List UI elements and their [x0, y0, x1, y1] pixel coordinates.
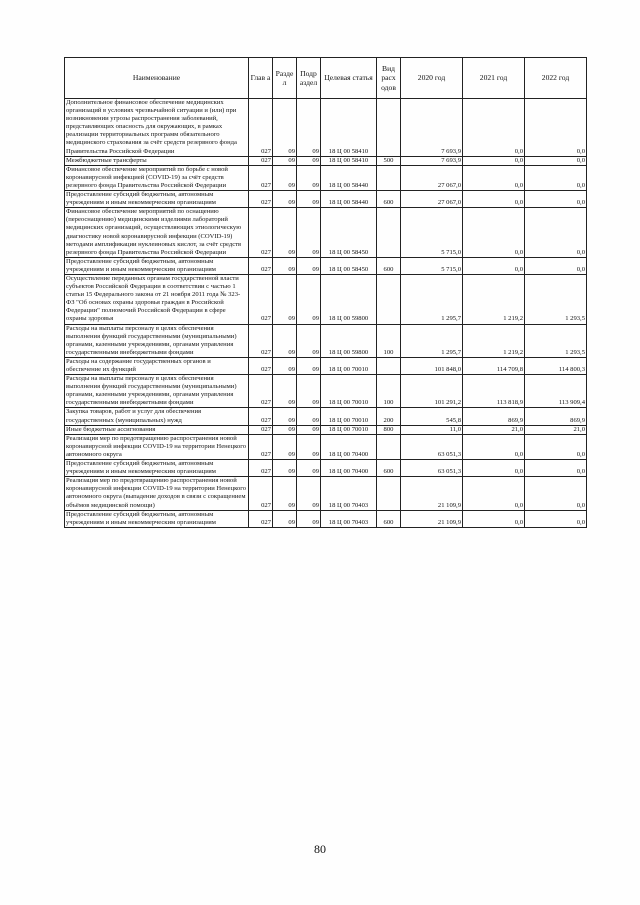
row-2022-cell: 1 293,5 — [525, 274, 587, 324]
row-podrazdel-cell: 09 — [297, 274, 321, 324]
table-row — [65, 274, 587, 324]
row-expense-type-cell: 100 — [377, 375, 401, 408]
row-2020-cell: 63 051,3 — [401, 434, 463, 459]
header-2021: 2021 год — [463, 58, 525, 99]
row-2021-cell: 0,0 — [463, 257, 525, 274]
row-name-cell: Закупка товаров, работ и услуг для обеспечения государственных (муниципальных) нужд — [65, 408, 249, 425]
row-razdel-cell: 09 — [273, 274, 297, 324]
header-name: Наименование — [65, 58, 249, 99]
row-glava-cell: 027 — [249, 357, 273, 374]
row-podrazdel-cell: 09 — [297, 425, 321, 434]
row-razdel-cell: 09 — [273, 208, 297, 258]
row-glava-cell: 027 — [249, 425, 273, 434]
row-podrazdel-cell: 09 — [297, 156, 321, 165]
row-target-article-cell: 18 Ц 00 58450 — [321, 257, 377, 274]
row-expense-type-cell — [377, 274, 401, 324]
row-name-cell: Расходы на выплаты персоналу в целях обеспечения выполнения функций государственными (муниципальными) органами, казенными учреждениями, органами управления государственными внебюджетными фондами — [65, 324, 249, 357]
row-target-article-cell: 18 Ц 00 58410 — [321, 99, 377, 157]
row-2021-cell: 0,0 — [463, 460, 525, 477]
row-expense-type-cell — [377, 99, 401, 157]
row-razdel-cell: 09 — [273, 477, 297, 510]
row-name-cell: Расходы на содержание государственных органов и обеспечение их функций — [65, 357, 249, 374]
row-podrazdel-cell: 09 — [297, 208, 321, 258]
row-target-article-cell: 18 Ц 00 70400 — [321, 434, 377, 459]
table-row — [65, 99, 587, 157]
row-podrazdel-cell: 09 — [297, 165, 321, 190]
row-2022-cell: 0,0 — [525, 510, 587, 527]
row-razdel-cell: 09 — [273, 434, 297, 459]
row-glava-cell: 027 — [249, 477, 273, 510]
row-2020-cell: 5 715,0 — [401, 208, 463, 258]
row-2022-cell: 869,9 — [525, 408, 587, 425]
row-2021-cell: 114 709,8 — [463, 357, 525, 374]
row-2020-cell: 545,8 — [401, 408, 463, 425]
table-row — [65, 408, 587, 425]
row-name-cell: Осуществление переданных органам государственной власти субъектов Российской Федерации в соответствии с частью 1 статьи 15 Федерального закона от 21 ноября 2011 года № 323-ФЗ "Об основах охраны здоровья граждан в Российской Федерации" полномочий Российской Федерации в сфере охраны здоровья — [65, 274, 249, 324]
table-row — [65, 257, 587, 274]
row-target-article-cell: 18 Ц 00 59800 — [321, 274, 377, 324]
row-2020-cell: 7 693,9 — [401, 99, 463, 157]
header-2020: 2020 год — [401, 58, 463, 99]
row-2021-cell: 1 219,2 — [463, 274, 525, 324]
row-target-article-cell: 18 Ц 00 58440 — [321, 165, 377, 190]
row-expense-type-cell: 500 — [377, 156, 401, 165]
row-expense-type-cell — [377, 357, 401, 374]
table-row — [65, 375, 587, 408]
row-expense-type-cell — [377, 208, 401, 258]
row-glava-cell: 027 — [249, 460, 273, 477]
row-name-cell: Предоставление субсидий бюджетным, автономным учреждениям и иным некоммерческим организациям — [65, 191, 249, 208]
row-razdel-cell: 09 — [273, 425, 297, 434]
row-2021-cell: 0,0 — [463, 191, 525, 208]
row-2021-cell: 0,0 — [463, 99, 525, 157]
row-podrazdel-cell: 09 — [297, 191, 321, 208]
row-glava-cell: 027 — [249, 274, 273, 324]
header-expense-type: Вид расх одов — [377, 58, 401, 99]
row-razdel-cell: 09 — [273, 408, 297, 425]
row-2022-cell: 0,0 — [525, 434, 587, 459]
header-2022: 2022 год — [525, 58, 587, 99]
row-2020-cell: 1 295,7 — [401, 274, 463, 324]
row-expense-type-cell — [377, 477, 401, 510]
row-podrazdel-cell: 09 — [297, 324, 321, 357]
table-row — [65, 191, 587, 208]
table-header-row — [65, 58, 587, 99]
row-target-article-cell: 18 Ц 00 58450 — [321, 208, 377, 258]
row-2020-cell: 1 295,7 — [401, 324, 463, 357]
row-2020-cell: 21 109,9 — [401, 477, 463, 510]
row-target-article-cell: 18 Ц 00 70010 — [321, 375, 377, 408]
header-podrazdel: Подр аздел — [297, 58, 321, 99]
row-2021-cell: 0,0 — [463, 156, 525, 165]
row-2022-cell: 113 909,4 — [525, 375, 587, 408]
row-2020-cell: 63 051,3 — [401, 460, 463, 477]
table-row — [65, 165, 587, 190]
row-2021-cell: 0,0 — [463, 208, 525, 258]
row-razdel-cell: 09 — [273, 99, 297, 157]
row-name-cell: Реализация мер по предотвращению распространения новой коронавирусной инфекции COVID-19 на территории Ненецкого автономного округа (выпадение доходов в связи с сокращением объёмов медицинской помощи) — [65, 477, 249, 510]
row-razdel-cell: 09 — [273, 156, 297, 165]
row-razdel-cell: 09 — [273, 324, 297, 357]
row-2021-cell: 1 219,2 — [463, 324, 525, 357]
row-2021-cell: 21,0 — [463, 425, 525, 434]
row-2022-cell: 0,0 — [525, 156, 587, 165]
table-row — [65, 425, 587, 434]
table-row — [65, 460, 587, 477]
row-2022-cell: 0,0 — [525, 460, 587, 477]
row-2021-cell: 113 818,9 — [463, 375, 525, 408]
row-target-article-cell: 18 Ц 00 70400 — [321, 460, 377, 477]
row-razdel-cell: 09 — [273, 460, 297, 477]
row-2020-cell: 21 109,9 — [401, 510, 463, 527]
row-podrazdel-cell: 09 — [297, 477, 321, 510]
table-row — [65, 156, 587, 165]
row-2022-cell: 21,0 — [525, 425, 587, 434]
row-name-cell: Предоставление субсидий бюджетным, автономным учреждениям и иным некоммерческим организациям — [65, 510, 249, 527]
row-expense-type-cell: 600 — [377, 460, 401, 477]
row-name-cell: Иные бюджетные ассигнования — [65, 425, 249, 434]
row-2021-cell: 0,0 — [463, 434, 525, 459]
header-glava: Глав а — [249, 58, 273, 99]
row-glava-cell: 027 — [249, 257, 273, 274]
row-razdel-cell: 09 — [273, 375, 297, 408]
row-razdel-cell: 09 — [273, 257, 297, 274]
row-glava-cell: 027 — [249, 165, 273, 190]
row-glava-cell: 027 — [249, 510, 273, 527]
row-glava-cell: 027 — [249, 375, 273, 408]
row-2021-cell: 0,0 — [463, 477, 525, 510]
row-2022-cell: 114 800,3 — [525, 357, 587, 374]
row-target-article-cell: 18 Ц 00 70010 — [321, 425, 377, 434]
row-glava-cell: 027 — [249, 408, 273, 425]
header-razdel: Разде л — [273, 58, 297, 99]
table-row — [65, 434, 587, 459]
header-target-article: Целевая статья — [321, 58, 377, 99]
row-name-cell: Финансовое обеспечение мероприятий по борьбе с новой коронавирусной инфекцией (COVID-19) за счёт средств резервного фонда Правительства Российской Федерации — [65, 165, 249, 190]
row-glava-cell: 027 — [249, 434, 273, 459]
row-2020-cell: 11,0 — [401, 425, 463, 434]
table-body — [65, 99, 587, 528]
row-target-article-cell: 18 Ц 00 70403 — [321, 477, 377, 510]
row-name-cell: Предоставление субсидий бюджетным, автономным учреждениям и иным некоммерческим организациям — [65, 460, 249, 477]
table-row — [65, 324, 587, 357]
row-2022-cell: 0,0 — [525, 99, 587, 157]
row-target-article-cell: 18 Ц 00 70010 — [321, 408, 377, 425]
row-2020-cell: 5 715,0 — [401, 257, 463, 274]
row-2022-cell: 0,0 — [525, 257, 587, 274]
row-target-article-cell: 18 Ц 00 70403 — [321, 510, 377, 527]
table-row — [65, 510, 587, 527]
row-2020-cell: 7 693,9 — [401, 156, 463, 165]
row-2021-cell: 0,0 — [463, 165, 525, 190]
row-name-cell: Реализация мер по предотвращению распространения новой коронавирусной инфекции COVID-19 на территории Ненецкого автономного округа — [65, 434, 249, 459]
table-row — [65, 357, 587, 374]
row-name-cell: Финансовое обеспечение мероприятий по оснащению (переоснащению) медицинскими изделиями лабораторий медицинских организаций, осуществляющих этиологическую диагностику новой коронавирусной инфекции (COVID-19) методами амплификации нуклеиновых кислот, за счёт средств резервного фонда Правительства Российской Федерации — [65, 208, 249, 258]
row-razdel-cell: 09 — [273, 357, 297, 374]
row-glava-cell: 027 — [249, 208, 273, 258]
row-glava-cell: 027 — [249, 324, 273, 357]
row-2020-cell: 101 848,0 — [401, 357, 463, 374]
row-glava-cell: 027 — [249, 99, 273, 157]
row-name-cell: Дополнительное финансовое обеспечение медицинских организаций в условиях чрезвычайной ситуации и (или) при возникновении угрозы распространения заболеваний, представляющих опасность для окружающих, в рамках реализации территориальных программ обязательного медицинского страхования за счёт средств резервного фонда Правительства Российской Федерации — [65, 99, 249, 157]
row-2021-cell: 869,9 — [463, 408, 525, 425]
row-podrazdel-cell: 09 — [297, 408, 321, 425]
row-2020-cell: 27 067,0 — [401, 165, 463, 190]
page-number: 80 — [314, 842, 326, 856]
budget-table — [64, 57, 587, 528]
row-razdel-cell: 09 — [273, 165, 297, 190]
row-podrazdel-cell: 09 — [297, 510, 321, 527]
row-2021-cell: 0,0 — [463, 510, 525, 527]
row-name-cell: Межбюджетные трансферты — [65, 156, 249, 165]
table-row — [65, 477, 587, 510]
row-podrazdel-cell: 09 — [297, 357, 321, 374]
row-target-article-cell: 18 Ц 00 58410 — [321, 156, 377, 165]
row-glava-cell: 027 — [249, 191, 273, 208]
row-expense-type-cell: 800 — [377, 425, 401, 434]
row-name-cell: Предоставление субсидий бюджетным, автономным учреждениям и иным некоммерческим организациям — [65, 257, 249, 274]
row-podrazdel-cell: 09 — [297, 99, 321, 157]
row-expense-type-cell — [377, 434, 401, 459]
row-expense-type-cell: 200 — [377, 408, 401, 425]
row-expense-type-cell: 600 — [377, 257, 401, 274]
row-2022-cell: 1 293,5 — [525, 324, 587, 357]
row-2022-cell: 0,0 — [525, 191, 587, 208]
row-target-article-cell: 18 Ц 00 58440 — [321, 191, 377, 208]
row-podrazdel-cell: 09 — [297, 375, 321, 408]
row-expense-type-cell: 600 — [377, 191, 401, 208]
row-podrazdel-cell: 09 — [297, 257, 321, 274]
row-2022-cell: 0,0 — [525, 208, 587, 258]
row-2022-cell: 0,0 — [525, 165, 587, 190]
row-razdel-cell: 09 — [273, 510, 297, 527]
row-target-article-cell: 18 Ц 00 70010 — [321, 357, 377, 374]
row-2020-cell: 101 291,2 — [401, 375, 463, 408]
table-row — [65, 208, 587, 258]
row-2022-cell: 0,0 — [525, 477, 587, 510]
row-razdel-cell: 09 — [273, 191, 297, 208]
row-expense-type-cell — [377, 165, 401, 190]
row-glava-cell: 027 — [249, 156, 273, 165]
row-podrazdel-cell: 09 — [297, 434, 321, 459]
row-2020-cell: 27 067,0 — [401, 191, 463, 208]
row-podrazdel-cell: 09 — [297, 460, 321, 477]
row-name-cell: Расходы на выплаты персоналу в целях обеспечения выполнения функций государственными (муниципальными) органами, казенными учреждениями, органами управления государственными внебюджетными фондами — [65, 375, 249, 408]
row-expense-type-cell: 100 — [377, 324, 401, 357]
row-target-article-cell: 18 Ц 00 59800 — [321, 324, 377, 357]
row-expense-type-cell: 600 — [377, 510, 401, 527]
